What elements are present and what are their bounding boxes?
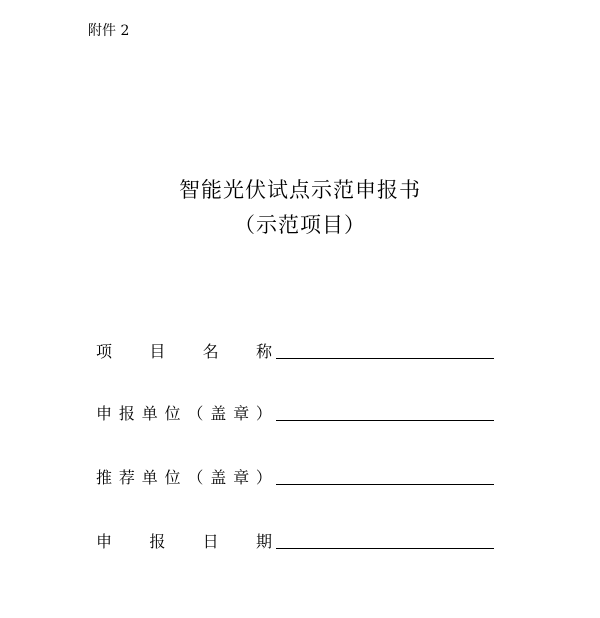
label-char: 称 — [255, 341, 272, 361]
label-char: （ — [187, 403, 204, 423]
label-char: 盖 — [210, 467, 227, 487]
recommending-unit-row — [96, 464, 496, 488]
label-char: 报 — [118, 403, 135, 423]
label-char: 盖 — [210, 403, 227, 423]
label-char: 申 — [96, 531, 113, 551]
application-date-row — [96, 528, 496, 552]
label-char: ） — [255, 403, 272, 423]
label-char: 期 — [255, 531, 272, 551]
label-char: 日 — [202, 531, 219, 551]
label-char: 申 — [96, 403, 113, 423]
label-char: 章 — [233, 467, 250, 487]
attachment-label: 附件 2 — [88, 23, 130, 39]
application-date-field[interactable] — [276, 548, 494, 549]
applicant-unit-row — [96, 400, 496, 424]
recommending-unit-field[interactable] — [276, 484, 494, 485]
label-char: 单 — [141, 403, 158, 423]
application-date-label — [96, 528, 272, 552]
label-char: （ — [187, 467, 204, 487]
label-char: 项 — [96, 341, 113, 361]
project-name-label — [96, 338, 272, 362]
label-char: 推 — [96, 467, 113, 487]
label-char: 报 — [149, 531, 166, 551]
label-char: 目 — [149, 341, 166, 361]
label-char: ） — [255, 467, 272, 487]
label-char: 名 — [202, 341, 219, 361]
project-name-field[interactable] — [276, 358, 494, 359]
label-char: 单 — [141, 467, 158, 487]
label-char: 章 — [233, 403, 250, 423]
project-name-row — [96, 338, 496, 362]
applicant-unit-field[interactable] — [276, 420, 494, 421]
document-title: 智能光伏试点示范申报书 — [179, 178, 421, 202]
label-char: 位 — [164, 467, 181, 487]
applicant-unit-label — [96, 400, 272, 424]
label-char: 位 — [164, 403, 181, 423]
label-char: 荐 — [118, 467, 135, 487]
document-subtitle: （示范项目） — [234, 213, 366, 237]
recommending-unit-label — [96, 464, 272, 488]
